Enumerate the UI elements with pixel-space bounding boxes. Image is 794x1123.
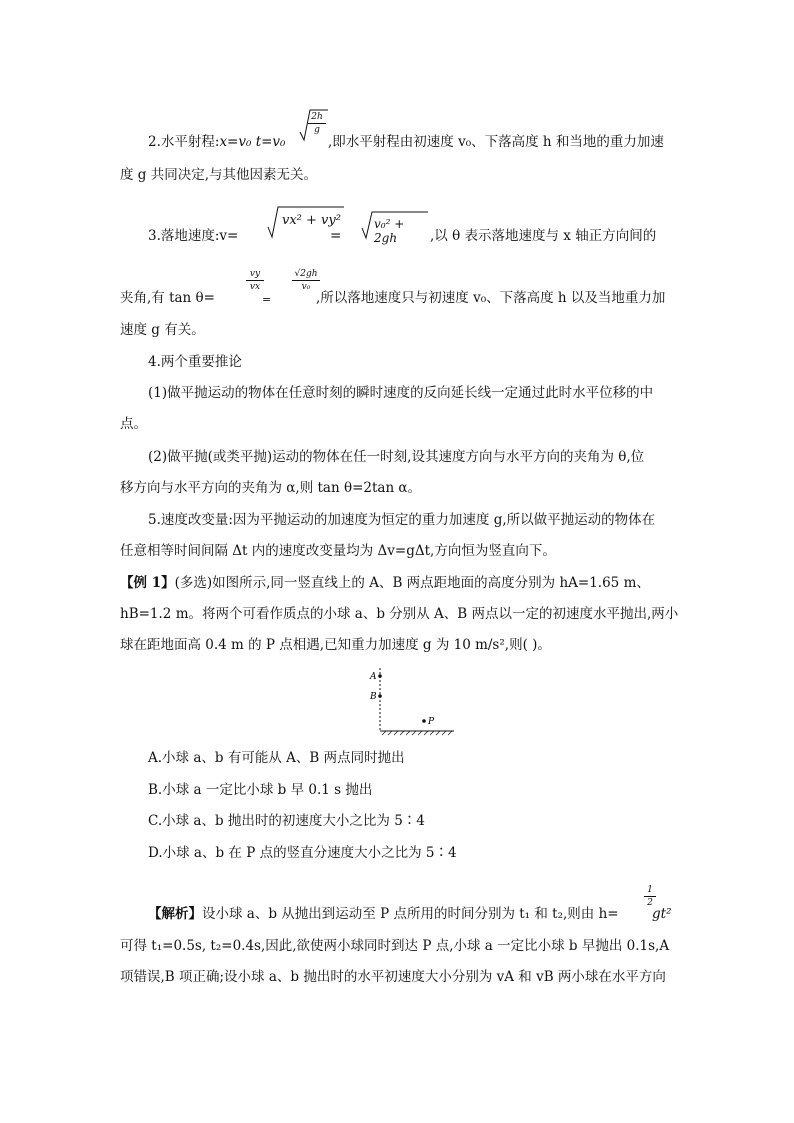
- label-p: P: [428, 717, 435, 727]
- item3-eq2: =: [262, 293, 272, 306]
- item3-frac1-den: vx: [249, 282, 261, 292]
- item2-rest: ,即水平射程由初速度 v₀、下落高度 h 和当地的重力加速: [328, 134, 664, 150]
- point-p: [422, 719, 426, 723]
- analysis-line2: 可得 t₁=0.5s, t₂=0.4s,因此,欲使两小球同时到达 P 点,小球 a 一定比小球 b 早抛出 0.1s,A: [120, 938, 670, 954]
- item2-sqrt-den: g: [314, 125, 320, 135]
- item2-line1: [148, 132, 285, 152]
- item3-prefix: 3.落地速度:v=: [148, 228, 239, 244]
- example-figure: [368, 664, 458, 742]
- item3-frac2-den: v₀: [301, 282, 311, 292]
- analysis-frac-den: 2: [647, 898, 653, 908]
- item3-line2-prefix: 夹角,有 tan θ=: [120, 290, 215, 306]
- item3-sqrt1-content: vx² + vy²: [282, 213, 341, 228]
- item3-frac2-num: √2gh: [292, 268, 320, 281]
- example-line1: [120, 573, 650, 593]
- option-a: A.小球 a、b 有可能从 A、B 两点同时抛出: [148, 750, 405, 766]
- item4-title: 4.两个重要推论: [148, 354, 242, 370]
- analysis-line1-text: 设小球 a、b 从抛出到运动至 P 点所用的时间分别为 t₁ 和 t₂,则由 h=: [202, 906, 619, 922]
- item2-line2: 度 g 共同决定,与其他因素无关。: [120, 167, 318, 183]
- item4-p2-line1: (2)做平抛(或类平抛)运动的物体在任一时刻,设其速度方向与水平方向的夹角为 θ,位: [148, 449, 645, 465]
- item4-p1-line1: (1)做平抛运动的物体在任意时刻的瞬时速度的反向延长线一定通过此时水平位移的中: [148, 385, 654, 401]
- analysis-line3: 项错误,B 项正确;设小球 a、b 抛出时的水平初速度大小分别为 vA 和 vB 两小球在水平方向: [120, 969, 666, 985]
- option-b: B.小球 a 一定比小球 b 早 0.1 s 抛出: [148, 782, 373, 798]
- analysis-frac-num: 1: [644, 884, 656, 897]
- item2-prefix: 2.水平射程:: [148, 134, 220, 150]
- point-a: [378, 674, 382, 678]
- point-b: [378, 694, 382, 698]
- item4-p2-line2: 移方向与水平方向的夹角为 α,则 tan θ=2tan α。: [120, 480, 422, 496]
- example-line1-text: (多选)如图所示,同一竖直线上的 A、B 两点距地面的高度分别为 hA=1.65 m、: [174, 575, 650, 591]
- label-b: B: [370, 692, 377, 702]
- item3-rest: ,以 θ 表示落地速度与 x 轴正方向间的: [430, 228, 657, 244]
- item3-line3: 速度 g 有关。: [120, 322, 205, 338]
- analysis-line1: [148, 904, 619, 924]
- analysis-frac-tail: gt²: [652, 906, 672, 922]
- item2-sqrt: [298, 108, 328, 144]
- item4-p1-line2: 点。: [120, 416, 147, 432]
- item2-formula: x=v₀ t=v₀: [219, 134, 286, 150]
- option-c: C.小球 a、b 抛出时的初速度大小之比为 5∶4: [148, 813, 425, 829]
- analysis-tag: 【解析】: [148, 906, 202, 922]
- example-line3: 球在距地面高 0.4 m 的 P 点相遇,已知重力加速度 g 为 10 m/s²,则( )。: [120, 637, 551, 653]
- item3-sqrt2: [360, 210, 430, 245]
- item3-eq: =: [330, 228, 342, 244]
- item5-line2: 任意相等时间间隔 Δt 内的速度改变量均为 Δv=gΔt,方向恒为竖直向下。: [120, 543, 556, 559]
- label-a: A: [370, 672, 377, 682]
- item3-sqrt2-content: v₀² + 2gh: [374, 217, 405, 245]
- item2-sqrt-num: 2h: [308, 111, 326, 124]
- item3-line2-rest: ,所以落地速度只与初速度 v₀、下落高度 h 以及当地重力加: [316, 290, 666, 306]
- option-d: D.小球 a、b 在 P 点的竖直分速度大小之比为 5∶4: [148, 845, 457, 861]
- item3-frac1-num: vy: [246, 268, 264, 281]
- example-line2: hB=1.2 m。将两个可看作质点的小球 a、b 分别从 A、B 两点以一定的初速度水平抛出,两小: [120, 606, 679, 622]
- example-tag: 【例 1】: [120, 575, 175, 591]
- ground-hatch: [382, 731, 452, 735]
- item5-line1: 5.速度改变量:因为平抛运动的加速度为恒定的重力加速度 g,所以做平抛运动的物体在: [148, 512, 656, 528]
